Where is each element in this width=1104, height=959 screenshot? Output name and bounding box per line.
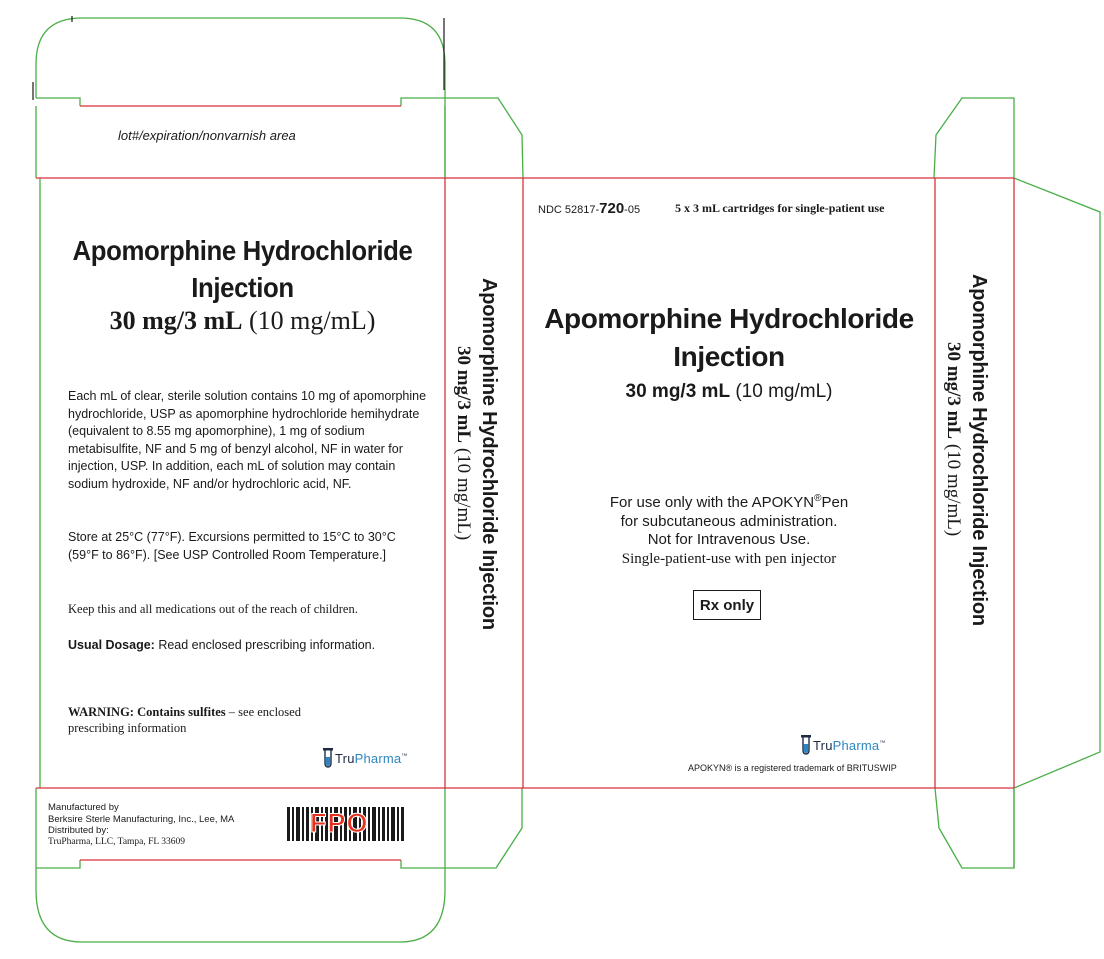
usage-line2: for subcutaneous administration. bbox=[620, 512, 838, 530]
product-name-line1: Apomorphine Hydrochloride bbox=[72, 235, 413, 266]
usual-dosage-label: Usual Dosage: bbox=[68, 638, 155, 652]
main-panel-strength bbox=[525, 381, 933, 403]
ndc-number: NDC 52817-720-05 bbox=[538, 200, 641, 217]
side-product-name: Apomorphine Hydrochloride Injection bbox=[478, 278, 500, 630]
usage-statement bbox=[525, 490, 933, 568]
usage-line3: Not for Intravenous Use. bbox=[647, 531, 811, 548]
warning-body: – see enclosed prescribing information bbox=[68, 705, 301, 735]
left-side-panel-text bbox=[450, 278, 502, 630]
lot-expiration-area-label: lot#/expiration/nonvarnish area bbox=[118, 128, 296, 143]
side-strength: 30 mg/3 mL (10 mg/mL) bbox=[943, 342, 964, 537]
product-name-line2: Injection bbox=[673, 341, 785, 372]
brand-wordmark: TruPharma™ bbox=[813, 737, 886, 753]
distributor-name: TruPharma, LLC, Tampa, FL 33609 bbox=[48, 836, 185, 847]
storage-text: Store at 25°C (77°F). Excursions permitted to 15°C to 30°C (59°F to 86°F). [See USP Controlled Room Temperature.] bbox=[68, 530, 396, 562]
manufacturer-name: Berksire Sterle Manufacturing, Inc., Lee, MA bbox=[48, 813, 235, 825]
trupharma-logo-left bbox=[323, 748, 408, 768]
distributed-by-label: Distributed by: bbox=[48, 825, 109, 836]
manufactured-by-label: Manufactured by bbox=[48, 802, 119, 813]
warning-label: WARNING: Contains sulfites bbox=[68, 705, 226, 719]
product-name-line1: Apomorphine Hydrochloride bbox=[544, 303, 914, 334]
manufacturer-info bbox=[48, 802, 234, 848]
left-panel-product-name bbox=[56, 232, 429, 306]
usual-dosage-text: Read enclosed prescribing information. bbox=[154, 638, 376, 652]
trademark-notice: APOKYN® is a registered trademark of BRITUSWIP bbox=[688, 763, 897, 773]
trupharma-logo-main bbox=[801, 735, 886, 755]
composition-text: Each mL of clear, sterile solution contains 10 mg of apomorphine hydrochloride, USP as apomorphine hydrochloride hemihydrate (equivalent to 8.55 mg apomorphine), 1 mg of sodium metabisulfite, NF and 5 mg of benzyl alcohol, NF in water for injection, USP. In addition, each mL of solution may contain sodium hydroxide, NF and/or hydrochloric acid, NF. bbox=[68, 389, 427, 491]
test-tube-icon bbox=[801, 735, 811, 755]
side-strength: 30 mg/3 mL (10 mg/mL) bbox=[453, 346, 474, 541]
strength-concentration: (10 mg/mL) bbox=[249, 306, 376, 335]
warning-text bbox=[68, 704, 338, 736]
left-panel-strength bbox=[40, 306, 445, 336]
barcode-fpo-label: FPO bbox=[310, 808, 369, 838]
package-description: 5 x 3 mL cartridges for single-patient use bbox=[675, 201, 885, 215]
product-name-line2: Injection bbox=[191, 272, 294, 303]
usage-line4: Single-patient-use with pen injector bbox=[621, 550, 837, 567]
strength-main: 30 mg/3 mL bbox=[109, 306, 243, 335]
side-product-name: Apomorphine Hydrochloride Injection bbox=[968, 274, 990, 626]
strength-main: 30 mg/3 mL bbox=[625, 381, 731, 402]
keep-away-text: Keep this and all medications out of the reach of children. bbox=[68, 602, 358, 616]
brand-wordmark: TruPharma™ bbox=[335, 750, 408, 766]
usage-line1: For use only with the APOKYN®Pen bbox=[609, 493, 849, 511]
test-tube-icon bbox=[323, 748, 333, 768]
strength-concentration: (10 mg/mL) bbox=[735, 381, 833, 402]
usual-dosage bbox=[68, 637, 428, 655]
main-panel-product-name bbox=[525, 300, 933, 376]
right-side-panel-text bbox=[940, 274, 992, 626]
rx-only-badge: Rx only bbox=[693, 590, 761, 620]
